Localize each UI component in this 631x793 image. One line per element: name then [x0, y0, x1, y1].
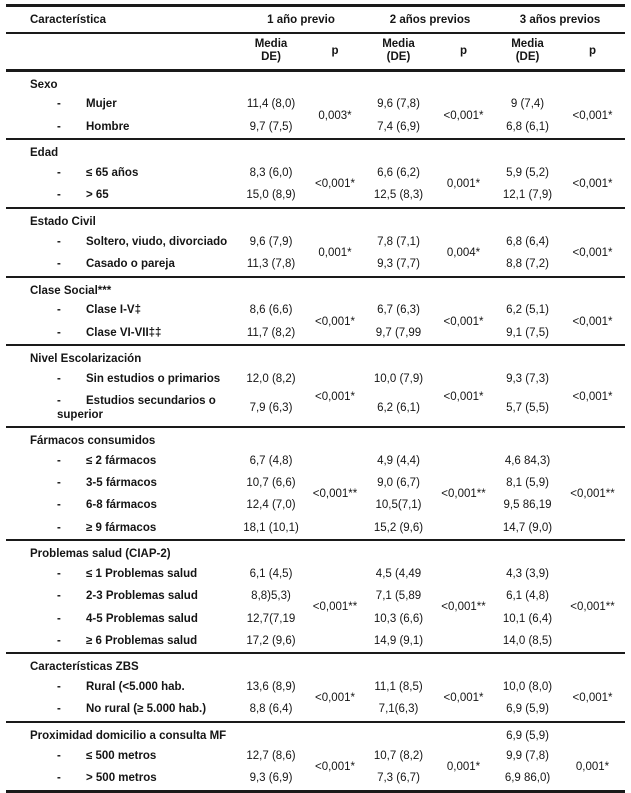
section-p-spacer: [432, 722, 495, 745]
media-value: 12,1 (7,9): [502, 189, 553, 202]
section-p-spacer: [432, 208, 495, 231]
media-value: 9,7 (7,99: [375, 326, 422, 339]
row-label-text: ≥ 9 fármacos: [86, 521, 157, 534]
media-value: 6,9 (5,9): [506, 703, 549, 716]
section-title-row: [6, 722, 625, 745]
row-label-text: Hombre: [86, 120, 130, 133]
row-label-text: > 65: [86, 189, 109, 202]
row-label-text: 6-8 fármacos: [86, 499, 157, 512]
section-media-cell: [237, 722, 305, 745]
section-media-cell: [237, 345, 305, 368]
media-value: 14,9 (9,1): [373, 634, 424, 647]
bullet-dash: -: [57, 373, 61, 386]
p-value: 0,001*: [318, 246, 352, 259]
media-value: 14,0 (8,5): [502, 634, 553, 647]
row-label-cell: [6, 677, 237, 699]
row-label-text: ≤ 2 fármacos: [86, 454, 157, 467]
row-label-text: Clase VI-VII‡‡: [86, 326, 162, 339]
data-row: [6, 677, 625, 699]
col-header-media-2: [365, 33, 432, 70]
row-label-cell: [6, 369, 237, 391]
media-value: 12,0 (8,2): [246, 373, 296, 386]
media-value: 12,4 (7,0): [246, 499, 296, 512]
section-media-cell: [237, 540, 305, 563]
media-value: 9 (7,4): [510, 98, 545, 111]
media-value: 9,6 (7,9): [249, 235, 293, 248]
section-media-cell: [365, 139, 432, 162]
row-label-text: Sin estudios o primarios: [86, 373, 221, 386]
p-value: <0,001**: [441, 601, 486, 614]
section-p-spacer: [305, 70, 365, 94]
section-media-cell: [495, 427, 560, 450]
row-label-text: ≤ 1 Problemas salud: [86, 568, 198, 581]
section-p-spacer: [560, 70, 625, 94]
media-value: 8,8 (7,2): [506, 258, 549, 270]
row-label-text: Clase I-V‡: [86, 304, 141, 317]
section-p-spacer: [432, 653, 495, 676]
p-value: <0,001*: [572, 315, 613, 328]
row-label-text: Soltero, viudo, divorciado: [86, 235, 228, 248]
media-value: 15,2 (9,6): [373, 521, 424, 534]
media-value: 6,7 (6,3): [377, 304, 420, 317]
p-value: <0,001*: [572, 246, 613, 259]
row-label-cell: [6, 116, 237, 139]
row-label-cell: [6, 495, 237, 517]
media-value: 8,8 (6,4): [249, 703, 293, 716]
p-value: <0,001*: [443, 390, 484, 403]
p-value: <0,001*: [315, 760, 355, 773]
p-value: <0,001**: [570, 601, 615, 614]
row-label-cell: [6, 322, 237, 345]
section-media-cell: [495, 653, 560, 676]
media-value: 13,6 (8,9): [246, 681, 296, 694]
p-value: <0,001*: [572, 109, 613, 122]
media-label-bottom: DE): [261, 50, 281, 63]
data-row: [6, 564, 625, 586]
row-label-cell: [6, 254, 237, 277]
section-p-spacer: [560, 540, 625, 563]
section-p-spacer: [305, 277, 365, 300]
section-title-row: [6, 208, 625, 231]
section-title: Problemas salud (CIAP-2): [6, 540, 237, 563]
row-label-cell: [6, 163, 237, 185]
section-title-row: [6, 653, 625, 676]
p-value: 0,001*: [446, 178, 481, 191]
section-title-row: [6, 139, 625, 162]
row-label-cell: [6, 564, 237, 586]
media-label-bottom: (DE): [386, 50, 411, 63]
col-header-media-3: [495, 33, 560, 70]
media-value: 11,1 (8,5): [374, 681, 423, 694]
media-value: 10,0 (7,9): [373, 373, 424, 386]
p-value: 0,004*: [446, 246, 481, 259]
p-value: <0,001*: [315, 178, 355, 191]
data-row: [6, 369, 625, 391]
media-value: 9,0 (6,7): [377, 477, 420, 490]
section-p-spacer: [305, 653, 365, 676]
section-media-cell: [365, 70, 432, 94]
section-p-spacer: [560, 345, 625, 368]
section-title: Características ZBS: [6, 653, 237, 676]
media-value: 9,5 86,19: [503, 499, 552, 512]
section-media-cell: [495, 70, 560, 94]
row-label-cell: [6, 699, 237, 722]
row-label-cell: [6, 745, 237, 767]
section-title: Sexo: [6, 70, 237, 94]
media-value: 10,1 (6,4): [502, 612, 553, 625]
bullet-dash: -: [57, 477, 61, 490]
bullet-dash: -: [57, 258, 61, 270]
media-value: 9,3 (7,3): [506, 373, 549, 386]
p-value: <0,001**: [570, 488, 615, 501]
table-header: [6, 6, 625, 71]
section-p-spacer: [432, 139, 495, 162]
bullet-dash: -: [57, 235, 61, 248]
data-row: [6, 231, 625, 253]
section-media-cell: [365, 540, 432, 563]
section-p-spacer: [432, 345, 495, 368]
section-p-spacer: [305, 139, 365, 162]
section-media-cell: [365, 653, 432, 676]
col-header-p-3: p: [560, 33, 625, 70]
media-label-top: Media: [382, 38, 415, 50]
media-value: 7,8 (7,1): [377, 235, 420, 248]
bullet-dash: -: [57, 749, 61, 762]
col-group-2-years: 2 años previos: [365, 6, 495, 34]
media-value: 4,3 (3,9): [506, 568, 549, 581]
media-value: 6,2 (6,1): [377, 401, 420, 414]
section-p-spacer: [560, 722, 625, 745]
section-media-cell: [365, 427, 432, 450]
section-media-cell: [237, 277, 305, 300]
media-value: 9,1 (7,5): [506, 326, 549, 339]
media-value: 7,4 (6,9): [377, 120, 420, 133]
statistics-table: [6, 4, 625, 793]
row-label-text: ≤ 65 años: [86, 167, 139, 180]
media-value: 8,6 (6,6): [249, 304, 293, 317]
section-p-spacer: [305, 208, 365, 231]
section-title-row: [6, 70, 625, 94]
section-title: Estado Civil: [6, 208, 237, 231]
media-value: 10,3 (6,6): [373, 612, 424, 625]
p-value: <0,001*: [443, 109, 484, 122]
row-label-text: No rural (≥ 5.000 hab.): [86, 703, 207, 716]
data-row: [6, 94, 625, 116]
col-header-media-1: [237, 33, 305, 70]
col-header-caracteristica: Característica: [6, 6, 237, 34]
table-body: [6, 70, 625, 791]
row-label-cell: [6, 300, 237, 322]
row-label-text: ≤ 500 metros: [86, 749, 157, 762]
col-group-3-years: 3 años previos: [495, 6, 625, 34]
section-media-cell: [495, 540, 560, 563]
media-value: 6,1 (4,8): [506, 590, 549, 603]
subheader-row: [6, 33, 625, 70]
media-value: 8,1 (5,9): [506, 477, 549, 490]
row-label-text: 3-5 fármacos: [86, 477, 157, 490]
media-value: 8,3 (6,0): [249, 167, 293, 180]
section-p-spacer: [305, 722, 365, 745]
media-value: 12,7(7,19: [246, 612, 296, 625]
p-value: 0,001*: [575, 760, 610, 773]
section-p-spacer: [560, 427, 625, 450]
col-header-p-2: p: [432, 33, 495, 70]
bullet-dash: -: [57, 98, 61, 111]
section-p-spacer: [560, 653, 625, 676]
section-p-spacer: [560, 277, 625, 300]
bullet-dash: -: [57, 772, 61, 785]
section-media-cell: [237, 70, 305, 94]
media-label-bottom: (DE): [515, 50, 540, 63]
media-value: 5,7 (5,5): [506, 401, 549, 414]
media-value: 10,7 (6,6): [246, 477, 296, 490]
section-p-spacer: [305, 540, 365, 563]
bullet-dash: -: [57, 521, 61, 534]
bullet-dash: -: [57, 612, 61, 625]
bullet-dash: -: [57, 326, 61, 339]
media-value: 10,0 (8,0): [502, 681, 553, 694]
row-label-text: > 500 metros: [86, 772, 157, 785]
media-value: 7,3 (6,7): [377, 772, 420, 785]
row-label-cell: [6, 391, 237, 427]
section-p-spacer: [432, 540, 495, 563]
media-value: 9,9 (7,8): [506, 749, 549, 762]
row-label-text: ≥ 6 Problemas salud: [86, 634, 198, 647]
row-label-cell: [6, 185, 237, 208]
section-media-cell: [237, 653, 305, 676]
p-value: <0,001**: [312, 601, 358, 614]
section-p-spacer: [432, 277, 495, 300]
media-value: 7,9 (6,3): [249, 401, 293, 414]
section-media-cell: [365, 722, 432, 745]
p-value: <0,001*: [572, 390, 613, 403]
bullet-dash: -: [57, 189, 61, 202]
row-label-text: Rural (<5.000 hab.: [86, 681, 185, 694]
media-value: 6,8 (6,1): [506, 120, 549, 133]
section-title: Clase Social***: [6, 277, 237, 300]
bullet-dash: -: [57, 590, 61, 603]
p-value: <0,001**: [312, 488, 358, 501]
media-value: 12,5 (8,3): [373, 189, 424, 202]
media-value: 8,8)5,3): [251, 590, 291, 603]
row-label-cell: [6, 450, 237, 472]
media-value: 12,7 (8,6): [246, 749, 296, 762]
row-label-cell: [6, 473, 237, 495]
section-title: Nivel Escolarización: [6, 345, 237, 368]
section-media-cell: [365, 345, 432, 368]
bullet-dash: -: [57, 395, 61, 408]
media-value: 9,3 (6,9): [249, 772, 293, 785]
section-title-row: [6, 540, 625, 563]
media-value: 4,9 (4,4): [377, 454, 420, 467]
section-media-cell: [495, 277, 560, 300]
row-label-cell: [6, 517, 237, 540]
media-value: 7,1 (5,89: [375, 590, 422, 603]
row-label-cell: [6, 231, 237, 253]
media-value: 9,7 (7,5): [249, 120, 293, 133]
p-value: <0,001*: [315, 390, 355, 403]
media-value: 15,0 (8,9): [246, 189, 296, 202]
p-value: <0,001*: [315, 692, 355, 705]
section-media-cell: [237, 427, 305, 450]
row-label-cell: [6, 768, 237, 792]
media-value: 18,1 (10,1): [243, 521, 299, 534]
col-group-1-year: 1 año previo: [237, 6, 365, 34]
data-row: [6, 745, 625, 767]
section-title: Fármacos consumidos: [6, 427, 237, 450]
media-value: 14,7 (9,0): [502, 521, 553, 534]
section-title-row: [6, 345, 625, 368]
data-row: [6, 163, 625, 185]
row-label-text: 2-3 Problemas salud: [86, 590, 198, 603]
media-value: 5,9 (5,2): [506, 167, 549, 180]
section-p-spacer: [305, 427, 365, 450]
section-media-cell: [365, 208, 432, 231]
section-p-spacer: [432, 427, 495, 450]
row-label-text: Casado o pareja: [86, 258, 175, 270]
section-media-cell: [495, 345, 560, 368]
col-header-p-1: p: [305, 33, 365, 70]
media-value: 11,4 (8,0): [246, 98, 296, 111]
header-row: [6, 6, 625, 34]
media-value: 11,7 (8,2): [246, 326, 296, 339]
bullet-dash: -: [57, 454, 61, 467]
media-value: 4,6 84,3): [504, 454, 551, 467]
bullet-dash: -: [57, 634, 61, 647]
p-value: <0,001*: [315, 315, 355, 328]
media-value: 6,1 (4,5): [249, 568, 293, 581]
media-value: 9,3 (7,7): [377, 258, 420, 270]
media-value: 10,7 (8,2): [373, 749, 424, 762]
section-media-cell: [237, 208, 305, 231]
row-label-text: Estudios secundarios o superior: [57, 395, 216, 421]
bullet-dash: -: [57, 304, 61, 317]
p-value: <0,001*: [443, 315, 484, 328]
media-value: 6,6 (6,2): [377, 167, 420, 180]
section-media-cell: [365, 277, 432, 300]
media-value: 6,9 86,0): [504, 772, 551, 785]
section-media-cell: [495, 208, 560, 231]
subheader-spacer: [6, 33, 237, 70]
row-label-cell: [6, 608, 237, 630]
media-label-top: Media: [511, 38, 544, 50]
media-value: 6,2 (5,1): [506, 304, 549, 317]
media-value: 10,5(7,1): [375, 499, 422, 512]
section-title: Proximidad domicilio a consulta MF: [6, 722, 237, 745]
section-media-cell: 6,9 (5,9): [495, 722, 560, 745]
media-value: 6,8 (6,4): [506, 235, 549, 248]
media-value: 9,6 (7,8): [377, 98, 420, 111]
bullet-dash: -: [57, 681, 61, 694]
bullet-dash: -: [57, 568, 61, 581]
bullet-dash: -: [57, 499, 61, 512]
section-p-spacer: [560, 139, 625, 162]
bullet-dash: -: [57, 167, 61, 180]
row-label-cell: [6, 586, 237, 608]
p-value: 0,001*: [446, 760, 481, 773]
section-p-spacer: [560, 208, 625, 231]
row-label-text: 4-5 Problemas salud: [86, 612, 198, 625]
media-value: 6,7 (4,8): [249, 454, 293, 467]
media-value: 11,3 (7,8): [246, 258, 296, 270]
bullet-dash: -: [57, 703, 61, 716]
section-p-spacer: [432, 70, 495, 94]
media-value: 17,2 (9,6): [246, 634, 296, 647]
row-label-cell: [6, 630, 237, 653]
p-value: <0,001*: [572, 692, 613, 705]
p-value: 0,003*: [318, 109, 352, 122]
section-media-cell: [237, 139, 305, 162]
section-p-spacer: [305, 345, 365, 368]
section-title-row: [6, 427, 625, 450]
data-row: [6, 300, 625, 322]
p-value: <0,001*: [572, 178, 613, 191]
row-label-text: Mujer: [86, 98, 117, 111]
p-value: <0,001*: [443, 692, 484, 705]
row-label-cell: [6, 94, 237, 116]
media-label-top: Media: [254, 38, 288, 50]
data-row: [6, 450, 625, 472]
section-title: Edad: [6, 139, 237, 162]
bullet-dash: -: [57, 120, 61, 133]
section-title-row: [6, 277, 625, 300]
section-media-cell: [495, 139, 560, 162]
media-value: 4,5 (4,49: [375, 568, 422, 581]
media-value: 7,1(6,3): [378, 703, 419, 716]
p-value: <0,001**: [441, 488, 486, 501]
